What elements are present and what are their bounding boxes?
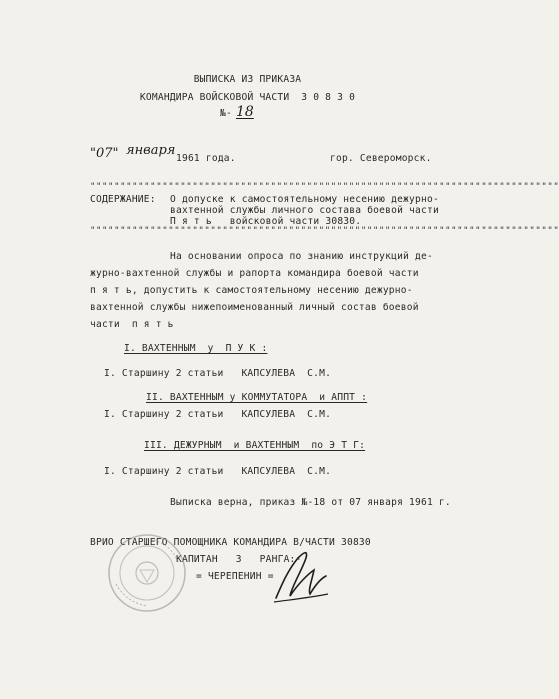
header-line2: КОМАНДИРА ВОЙСКОВОЙ ЧАСТИ 3 0 8 3 0 (139, 92, 356, 103)
section-heading-1: I. ВАХТЕННЫМ у П У К : (124, 343, 268, 354)
subject-label: СОДЕРЖАНИЕ: (90, 194, 156, 205)
round-stamp-icon (106, 532, 188, 614)
subject-line3: П я т ь войсковой части 30830. (170, 216, 362, 227)
subject-line2: вахтенной службы личного состава боевой части (170, 205, 439, 216)
signatory-rank: КАПИТАН 3 РАНГА:- (176, 554, 302, 565)
city: гор. Североморск. (330, 153, 432, 164)
date-day: "07" (90, 146, 119, 161)
order-number-prefix: №- (220, 108, 232, 119)
section-heading-3: III. ДЕЖУРНЫМ и ВАХТЕННЫМ по Э Т Г: (144, 440, 366, 451)
body-line3: п я т ь, допустить к самостоятельному несению дежурно- (90, 285, 413, 296)
order-number-value: 18 (236, 104, 254, 120)
body-line5: части п я т ь (90, 319, 174, 330)
section-heading-2: II. ВАХТЕННЫМ у КОММУТАТОРА и АППТ : (146, 392, 368, 403)
section-entry-3: I. Старшину 2 статьи КАПСУЛЕВА С.М. (104, 466, 332, 477)
date-year: 1961 года. (176, 153, 236, 164)
header-line1: ВЫПИСКА ИЗ ПРИКАЗА (193, 74, 302, 85)
date-month-handwritten: января (126, 143, 176, 158)
body-line2: журно-вахтенной службы и рапорта командира боевой части (90, 268, 419, 279)
signatory-title: ВРИО СТАРШЕГО ПОМОЩНИКА КОМАНДИРА В/ЧАСТИ 30830 (90, 537, 371, 548)
verification-line: Выписка верна, приказ №-18 от 07 января 1961 г. (170, 497, 451, 508)
dotted-separator-bottom: """""""""""""""""""""""""""""""""""""""""""""""""""""""""""""""""""""""""""""" (90, 226, 559, 236)
subject-line1: О допуске к самостоятельному несению дежурно- (170, 194, 439, 205)
body-line1: На основании опроса по знанию инструкций де- (170, 251, 433, 262)
signatory-name: = ЧЕРЕПЕНИН = (196, 571, 274, 582)
signature-icon (268, 540, 332, 608)
body-line4: вахтенной службы нижепоименованный личный состав боевой (90, 302, 419, 313)
section-entry-1: I. Старшину 2 статьи КАПСУЛЕВА С.М. (104, 368, 332, 379)
section-entry-2: I. Старшину 2 статьи КАПСУЛЕВА С.М. (104, 409, 332, 420)
dotted-separator-top: """""""""""""""""""""""""""""""""""""""""""""""""""""""""""""""""""""""""""""" (90, 182, 559, 192)
